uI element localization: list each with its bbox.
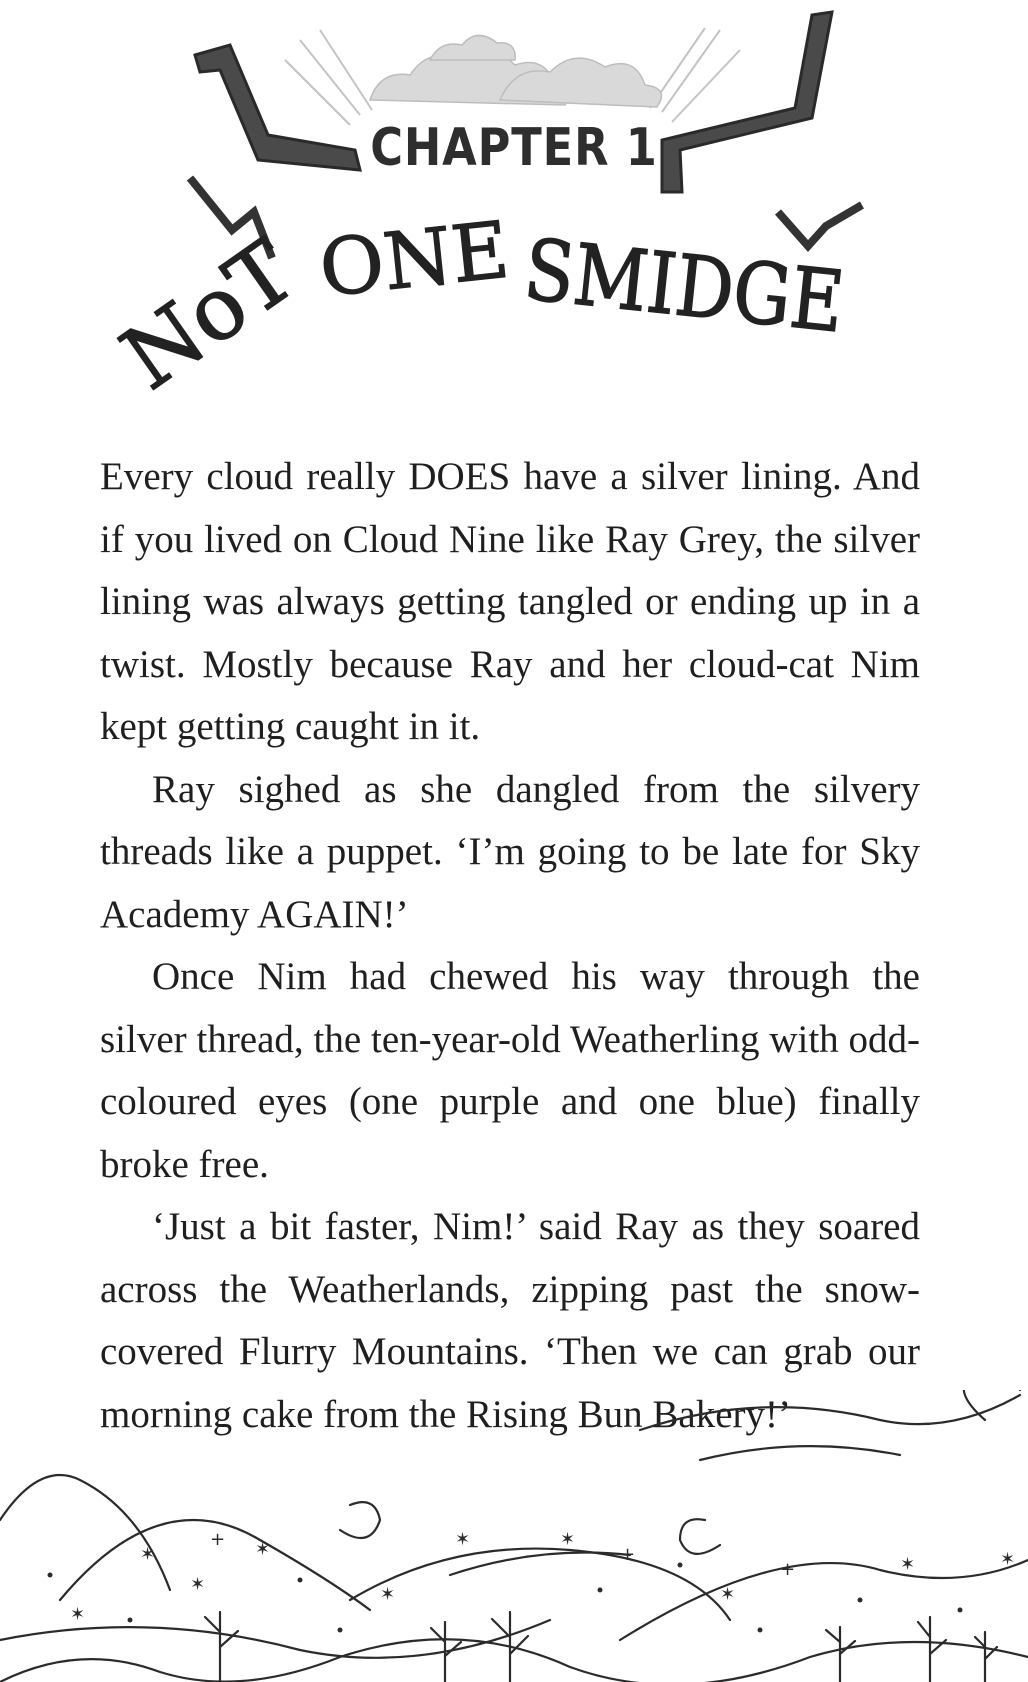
tree-icon xyxy=(826,1627,855,1682)
svg-text:✶: ✶ xyxy=(455,1529,471,1550)
svg-text:✶: ✶ xyxy=(900,1554,916,1575)
chapter-body-text xyxy=(100,446,920,1446)
svg-text:✶: ✶ xyxy=(380,1584,396,1605)
tree-icon xyxy=(492,1612,528,1682)
paragraph-1: Every cloud really DOES have a silver lining. And if you lived on Cloud Nine like Ray Grey, the silver lining was always getting tangled or ending up in a twist. Mostly because Ray and her cloud-cat Nim kept getting caught in it. xyxy=(100,455,920,748)
wind-swirl-icon xyxy=(680,1519,720,1554)
star-icon xyxy=(70,1529,1015,1625)
svg-text:✶: ✶ xyxy=(560,1529,576,1550)
cloud-icon xyxy=(370,35,661,107)
weatherlands-landscape-illustration xyxy=(0,1390,1028,1682)
svg-text:✶: ✶ xyxy=(720,1584,736,1605)
chapter-number-label: CHAPTER 1 xyxy=(370,118,658,178)
paragraph-2: Ray sighed as she dangled from the silvery threads like a puppet. ‘I’m going to be late for Sky Academy AGAIN!’ xyxy=(100,767,920,936)
svg-text:✶: ✶ xyxy=(1000,1549,1016,1570)
svg-text:✶: ✶ xyxy=(190,1574,206,1595)
tree-icon xyxy=(431,1622,461,1682)
tree-icon xyxy=(975,1632,997,1682)
svg-text:✶: ✶ xyxy=(140,1544,156,1565)
paragraph-3: Once Nim had chewed his way through the silver thread, the ten-year-old Weatherling with odd-coloured eyes (one purple and one blue) finally broke free. xyxy=(100,955,920,1186)
svg-text:✶: ✶ xyxy=(70,1604,86,1625)
mountain-icon xyxy=(620,1560,1028,1640)
tree-icon xyxy=(205,1612,238,1682)
svg-text:✶: ✶ xyxy=(255,1539,271,1560)
tree-icon xyxy=(918,1617,946,1682)
chapter-title-word-1: NoT xyxy=(104,221,314,410)
paragraph-4: ‘Just a bit faster, Nim!’ said Ray as they soared across the Weatherlands, zipping past the snow-covered Flurry Mountains. ‘Then we can grab our morning cake from the Rising Bun Bakery!’ xyxy=(100,1205,920,1436)
wind-swirl-icon xyxy=(340,1502,380,1538)
mountain-icon xyxy=(0,1620,550,1658)
svg-text:+: + xyxy=(620,1544,636,1565)
chapter-title-word-3: SMIDGE xyxy=(519,220,901,357)
svg-text:+: + xyxy=(780,1559,796,1580)
svg-text:+: + xyxy=(210,1529,226,1550)
chapter-title xyxy=(0,200,1028,410)
chapter-title-word-2: ONE xyxy=(315,205,514,315)
